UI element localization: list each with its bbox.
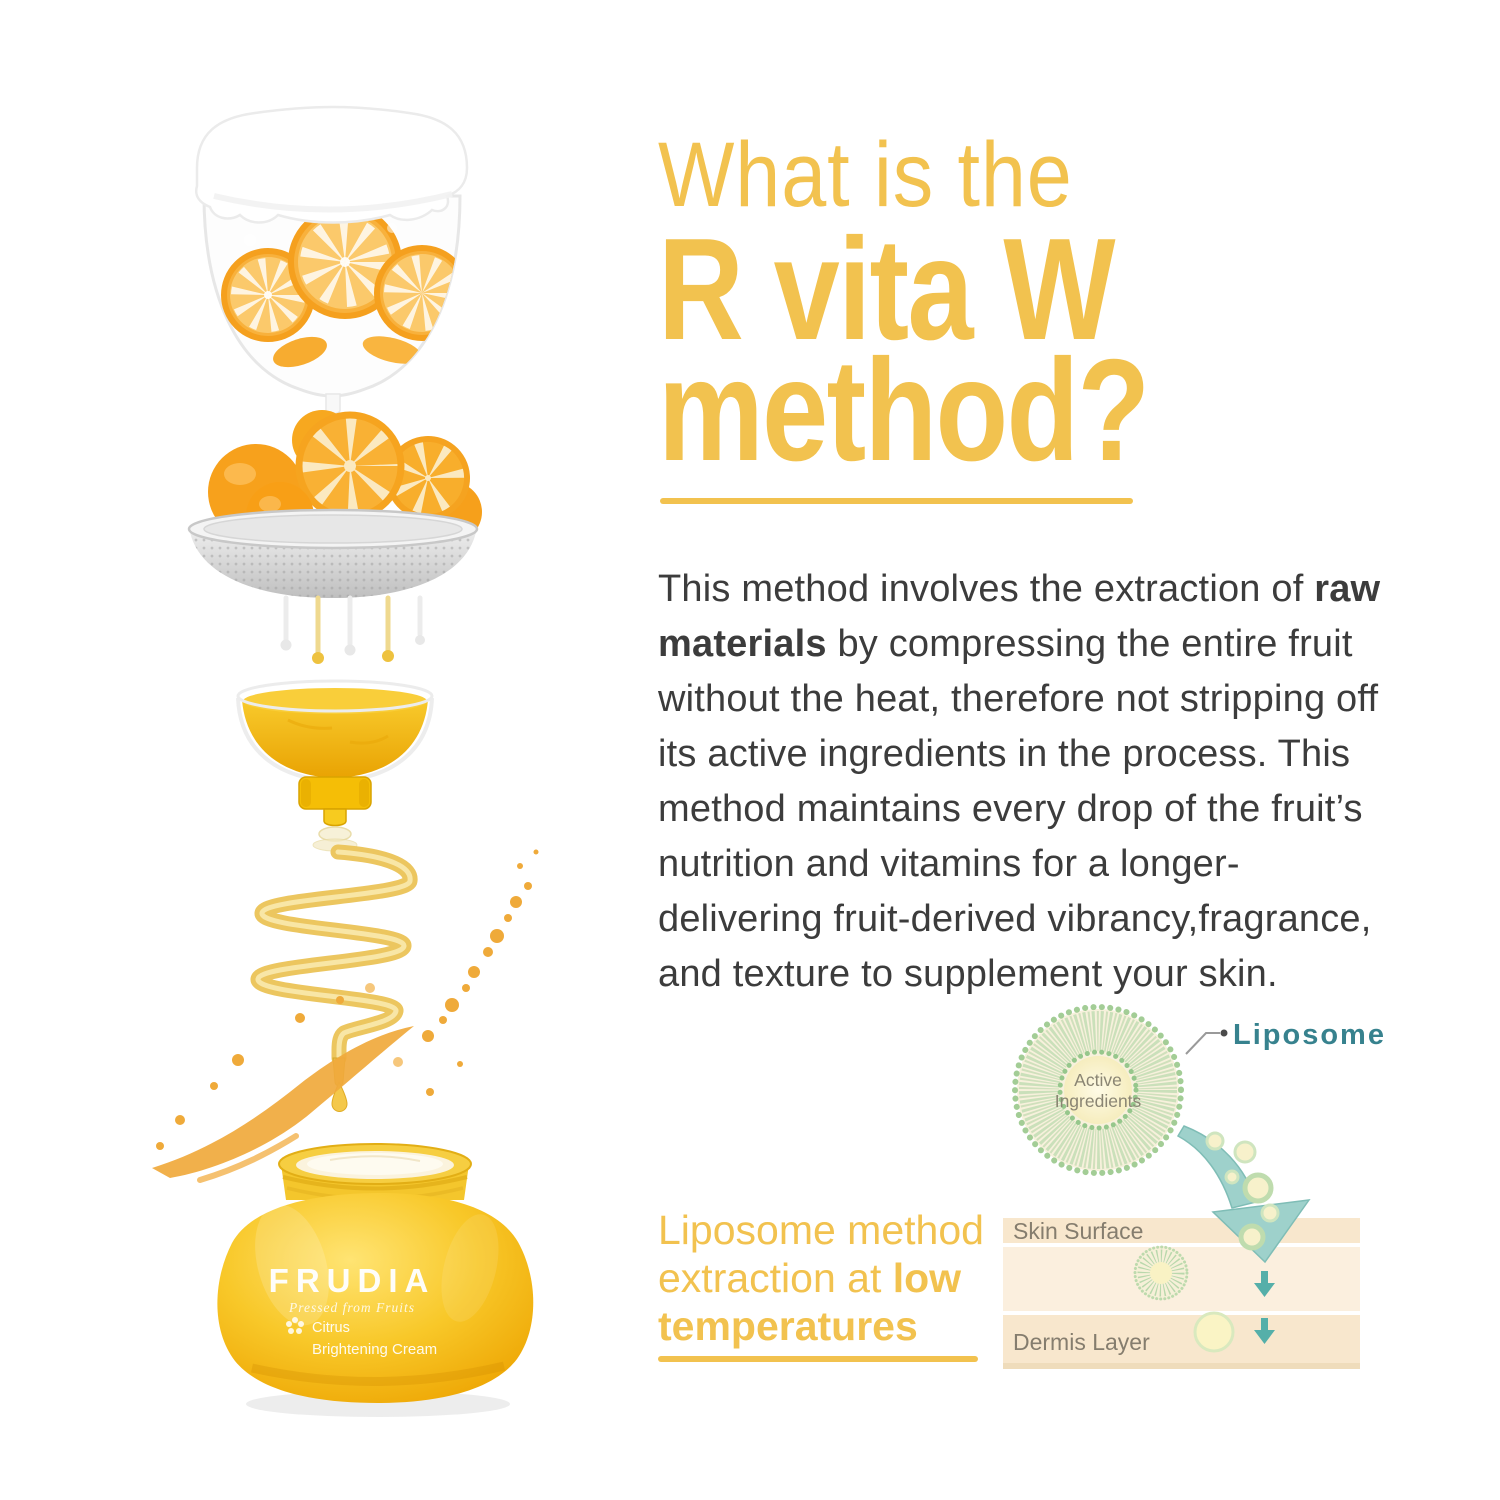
callout-dot-icon: [1221, 1030, 1228, 1037]
product-name-line2: Brightening Cream: [312, 1341, 438, 1358]
strainer-drips: [281, 598, 426, 664]
embedded-liposome: [1134, 1246, 1188, 1300]
brand-text: FRUDIA: [268, 1262, 436, 1299]
liposome-method-caption: [658, 1206, 1016, 1350]
caption-pre: Liposome method extraction at: [658, 1207, 984, 1301]
svg-text:Active: Active: [1074, 1070, 1122, 1090]
strainer: [189, 510, 477, 598]
dermis-band-edge: [1003, 1363, 1360, 1369]
liposome-callout: [1186, 1019, 1386, 1054]
page-title: [658, 124, 1218, 519]
description-text: [658, 562, 1403, 1002]
skin-layers: [1003, 1218, 1360, 1369]
liposome-diagram: [988, 985, 1470, 1410]
description-pre: This method involves the extraction of: [658, 568, 1315, 610]
extraction-process-illustration: [130, 95, 570, 1420]
headline-line-3: method?: [658, 329, 1149, 491]
headline-line-1: What is the: [658, 124, 1073, 226]
product-jar: [217, 1144, 533, 1417]
title-underline: [660, 498, 1133, 504]
description-bold: raw materials: [658, 568, 1381, 665]
headline-line-2: R vita W: [658, 208, 1114, 370]
caption-bold: low temperatures: [658, 1255, 962, 1349]
product-name-line1: Citrus: [312, 1320, 350, 1336]
released-ingredients-circle: [1195, 1313, 1233, 1351]
jar-mouth: [279, 1144, 471, 1184]
skin-surface-label: Skin Surface: [1013, 1218, 1144, 1244]
tagline-text: Pressed from Fruits: [289, 1300, 415, 1315]
liposome-structure: [1015, 1007, 1181, 1173]
dermis-layer-label: Dermis Layer: [1013, 1329, 1150, 1355]
description-post: by compressing the entire fruit without the heat, therefore not stripping off its active ingredients in the process. This method maintains every drop of the fruit’s nutrition and vitamins for a longer-delivering fruit-derived vibrancy,fragrance, and texture to supplement your skin.: [658, 623, 1379, 995]
jar-lid: [196, 107, 467, 223]
juice-bowl: [238, 681, 432, 851]
source-fruit-jar: [196, 107, 469, 430]
funnel-cap: [299, 777, 371, 851]
caption-underline: [658, 1356, 978, 1362]
svg-text:Ingredients: Ingredients: [1054, 1091, 1142, 1111]
liposome-label: Liposome: [1233, 1019, 1386, 1051]
